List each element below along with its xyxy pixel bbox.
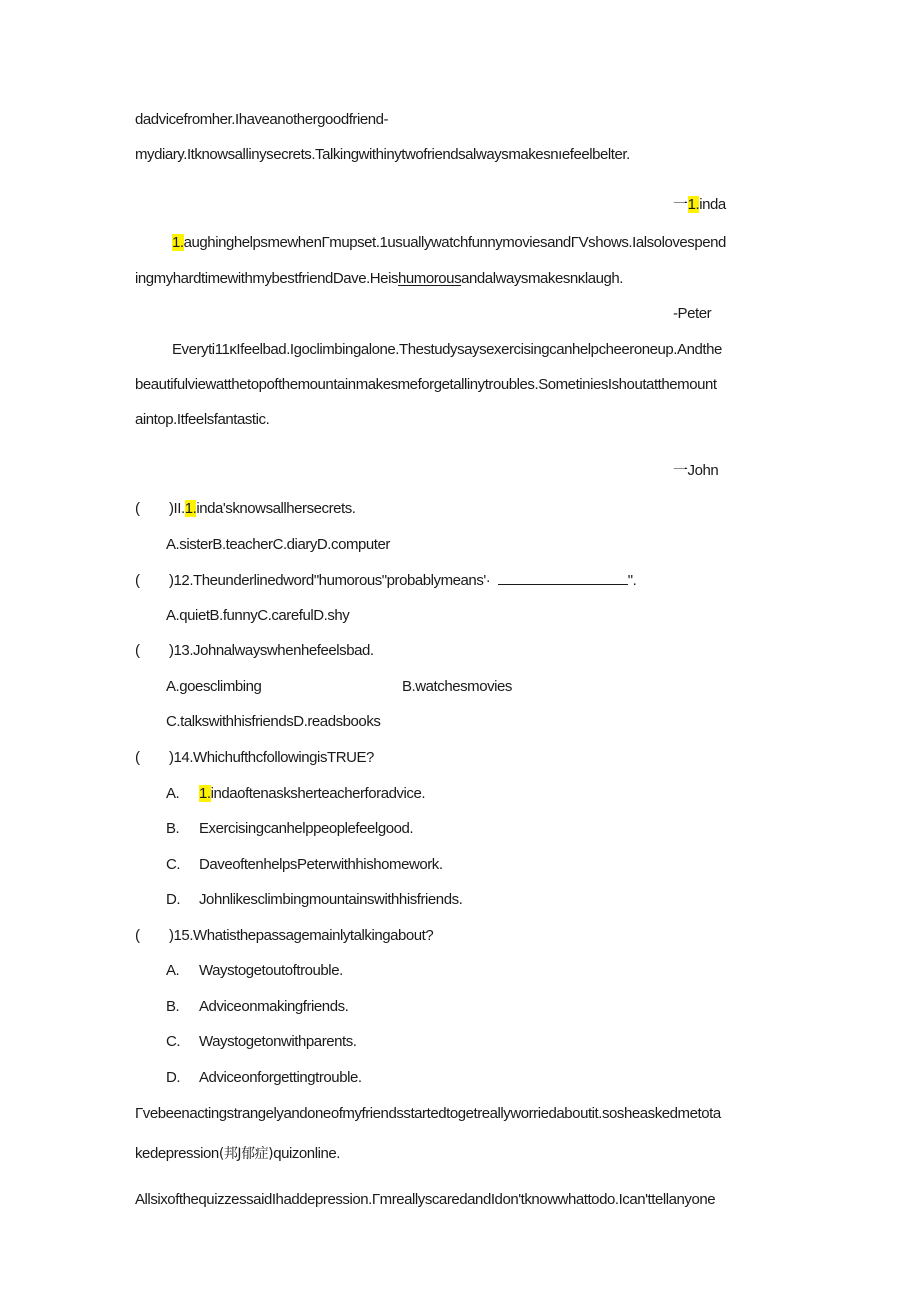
highlighted-text: 1. [199,785,211,802]
answer-paren: ( [135,572,140,589]
option-a-label: A. [166,962,180,979]
passage-line: mydiary.Itknowsallinysecrets.Talkingwithinytwofriendsalwaysmakesnıefeelbelter. [135,146,630,163]
option-d-label: D. [166,891,181,908]
option-d-text: Adviceonforgettingtrouble. [199,1069,362,1086]
option-a-label: A. [166,785,180,802]
signature-john: 一John [673,462,719,479]
highlighted-text: 1. [184,500,197,517]
question-15 [135,926,433,946]
passage-line: beautifulviewatthetopofthemountainmakesmeforgetallinytroubles.SometiniesIshoutatthemount [135,376,717,393]
passage-text: quizonline. [273,1145,340,1162]
question-stem: inda'sknowsallhersecrets. [196,500,356,517]
signature-dash: 一 [673,196,688,213]
option-c-d: C.talkswithhisfriendsD.readsbooks [166,713,381,730]
option-d-label: D. [166,1069,181,1086]
passage-text: andalwaysmakesnκlaugh. [461,270,623,287]
option-b-label: B. [166,998,180,1015]
question-12-options: A.quietB.funnyC.carefulD.shy [166,607,350,624]
signature-linda [673,195,726,215]
option-b-label: B. [166,820,180,837]
question-11-options: A.sisterB.teacherC.diaryD.computer [166,536,390,553]
option-d-text: Johnlikesclimbingmountainswithhisfriends. [199,891,463,908]
passage2-line: Γvebeenactingstrangelyandoneofmyfriendsstartedtogetreallyworriedaboutit.sosheaskedmetota [135,1105,721,1122]
signature-name: inda [699,196,726,213]
question-stem: )14.WhichufthcfollowingisTRUE? [169,749,374,766]
option-b: B.watchesmovies [402,678,512,695]
option-a-text: Waystogetoutoftrouble. [199,962,343,979]
question-12 [135,570,636,591]
question-stem: ". [627,572,637,589]
option-a-text [199,784,425,804]
passage2-line: AllsixofthequizzessaidIhaddepression.ΓmreallyscaredandIdon'tknowwhattodo.Ican'ttellanyone [135,1191,716,1208]
option-c-text: DaveoftenhelpsPeterwithhishomework. [199,856,443,873]
option-b-text: Exercisingcanhelppeoplefeelgood. [199,820,414,837]
option-c-label: C. [166,856,181,873]
option-text: indaoftenasksherteacherforadvice. [210,785,426,802]
question-stem: )15.Whatisthepassagemainlytalkingabout? [169,927,434,944]
passage-line: Everyti11κIfeelbad.Igoclimbingalone.Thestudysaysexercisingcanhelpcheeroneup.Andthe [172,341,722,358]
question-14 [135,748,374,768]
answer-blank [498,570,628,585]
question-stem: )II. [169,500,185,517]
answer-paren: ( [135,927,140,944]
passage-line [172,233,726,253]
passage-line [135,269,623,289]
question-stem: )13.Johnalwayswhenhefeelsbad. [169,642,374,659]
highlighted-text: 1. [172,234,184,251]
passage-text: aughinghelpsmewhenΓmupset.1usuallywatchfunnymoviesandΓVshows.Ialsolovespend [183,234,726,251]
passage2-line [135,1144,340,1164]
option-c-text: Waystogetonwithparents. [199,1033,357,1050]
passage-text: kedepression [135,1145,219,1162]
passage-line: aintop.Itfeelsfantastic. [135,411,270,428]
chinese-gloss: (邦J郁症) [218,1146,274,1162]
answer-paren: ( [135,749,140,766]
highlighted-text: 1. [687,196,700,213]
answer-paren: ( [135,642,140,659]
passage-text: ingmyhardtimewithmybestfriendDave.Heis [135,270,399,287]
signature-peter: -Peter [673,305,712,322]
option-a: A.goesclimbing [166,678,262,695]
question-stem: )12.Theunderlinedword"humorous"probablymeans'· [169,572,491,589]
question-13 [135,641,374,661]
option-c-label: C. [166,1033,181,1050]
answer-paren: ( [135,500,140,517]
underlined-word: humorous [398,270,462,287]
passage-line: dadvicefromher.Ihaveanothergoodfriend- [135,111,389,128]
option-b-text: Adviceonmakingfriends. [199,998,349,1015]
question-11 [135,499,356,519]
